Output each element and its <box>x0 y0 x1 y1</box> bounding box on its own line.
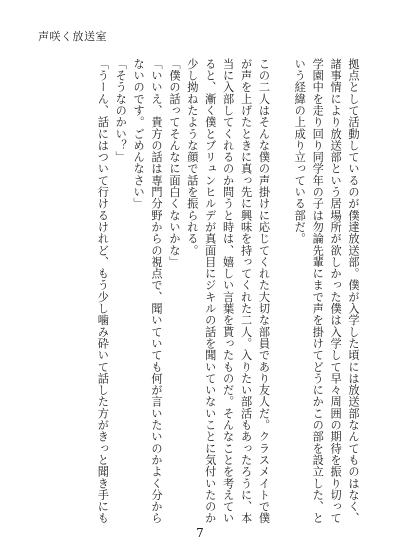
text-line: 少し拗ねたような顔で話を振られる。 <box>185 58 199 257</box>
text-line: いう経緯の上成り立っている部だ。 <box>293 58 307 245</box>
dialogue-line: 「僕の話ってそんなに面白くないかな」 <box>167 58 181 268</box>
text-line: 当に入部してくれるのか問うと時は、嬉しい言葉を貰ったものだ。そんなことを考えてい <box>221 58 235 524</box>
text-line: 拠点として活動しているのが僕達放送部。僕が入学した頃には放送部なんてものはなく、 <box>347 58 360 524</box>
running-header: 声咲く放送室 <box>38 30 107 43</box>
dialogue-line: ないのです。ごめんなさい」 <box>132 58 146 210</box>
text-line: ると、漸く僕とブリュンヒルデが真面目にジキルの話を聞いていないことに気付いたのか <box>203 58 217 524</box>
blank-line <box>272 58 290 528</box>
text-line: が声を上げたときに真っ先に興味を持ってくれた二人。入りたい部活もあったろうに、本 <box>239 58 253 524</box>
vertical-body-text <box>93 58 362 528</box>
text-line: 諸事情により放送部という居場所が欲しかった僕は入学して早々周囲の期待を振り切って <box>329 58 343 524</box>
dialogue-line: 「うーん、話にはついて行けるけれど、もう少し噛み砕いて話した方がきっと聞き手にも <box>96 58 110 524</box>
page-number: 7 <box>196 526 204 540</box>
text-line: 学園中を走り回り同学年の子は勿論先輩にまで声を掛けてどうにかこの部を設立した、と <box>311 58 325 524</box>
dialogue-line: 「そうなのかい？」 <box>114 58 128 163</box>
text-line: この二人はそんな僕の声掛けに応じてくれた大切な部員であり友人だ。クラスメイトで僕 <box>257 58 271 524</box>
dialogue-line: 「いいえ、貴方の話は専門分野からの視点で、聞いていても何が言いたいのかよく分から <box>150 58 164 524</box>
